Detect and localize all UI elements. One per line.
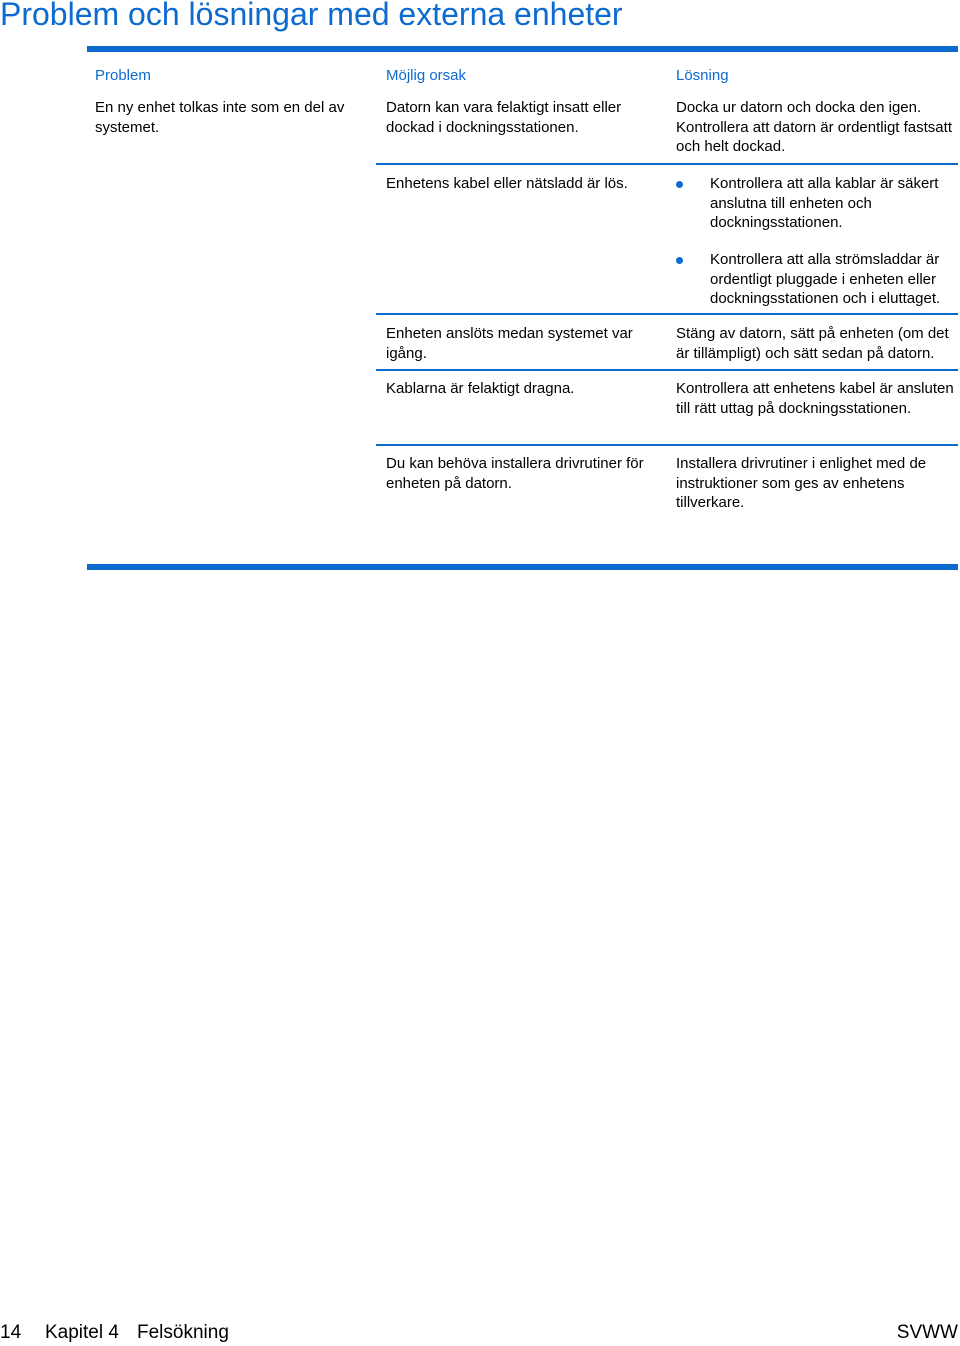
row-divider <box>376 163 958 165</box>
cause-cell: Du kan behöva installera drivrutiner för enheten på datorn. <box>386 455 644 492</box>
row-divider <box>376 444 958 446</box>
header-solution: Lösning <box>676 67 729 84</box>
cause-cell: Enhetens kabel eller nätsladd är lös. <box>386 175 628 192</box>
cause-cell: Kablarna är felaktigt dragna. <box>386 380 575 397</box>
solution-bullet-item: Kontrollera att alla kablar är säkert anslutna till enheten och dockningsstationen. <box>710 175 939 231</box>
solution-cell: Installera drivrutiner i enlighet med de instruktioner som ges av enhetens tillverkare. <box>676 455 927 511</box>
row-divider <box>376 369 958 371</box>
solution-cell: Kontrollera att enhetens kabel är ansluten till rätt uttag på dockningsstationen. <box>676 380 954 417</box>
troubleshooting-table <box>87 46 958 570</box>
solution-cell: Docka ur datorn och docka den igen. Kontrollera att datorn är ordentligt fastsatt och helt dockad. <box>676 99 952 155</box>
table-bottom-rule <box>87 564 958 570</box>
cause-cell: Datorn kan vara felaktigt insatt eller dockad i dockningsstationen. <box>386 99 622 136</box>
bullet-icon <box>676 181 683 188</box>
problem-cell: En ny enhet tolkas inte som en del av systemet. <box>95 99 345 136</box>
footer-page-number: 14 <box>0 1322 22 1343</box>
page-title: Problem och lösningar med externa enheter <box>0 0 623 32</box>
cause-cell: Enheten anslöts medan systemet var igång. <box>386 325 633 362</box>
table-body <box>87 90 958 564</box>
solution-cell: Stäng av datorn, sätt på enheten (om det är tillämpligt) och sätt sedan på datorn. <box>676 325 949 362</box>
footer-section: Felsökning <box>137 1322 229 1343</box>
footer-right-label: SVWW <box>896 1322 958 1343</box>
row-divider <box>376 313 958 315</box>
table-header-row <box>87 52 958 90</box>
header-problem: Problem <box>95 67 151 84</box>
bullet-icon <box>676 257 683 264</box>
footer-chapter: Kapitel 4 <box>45 1322 119 1343</box>
header-cause: Möjlig orsak <box>386 67 467 84</box>
solution-bullet-item: Kontrollera att alla strömsladdar är ordentligt pluggade i enheten eller dockningsstationen och i eluttaget. <box>710 251 941 307</box>
